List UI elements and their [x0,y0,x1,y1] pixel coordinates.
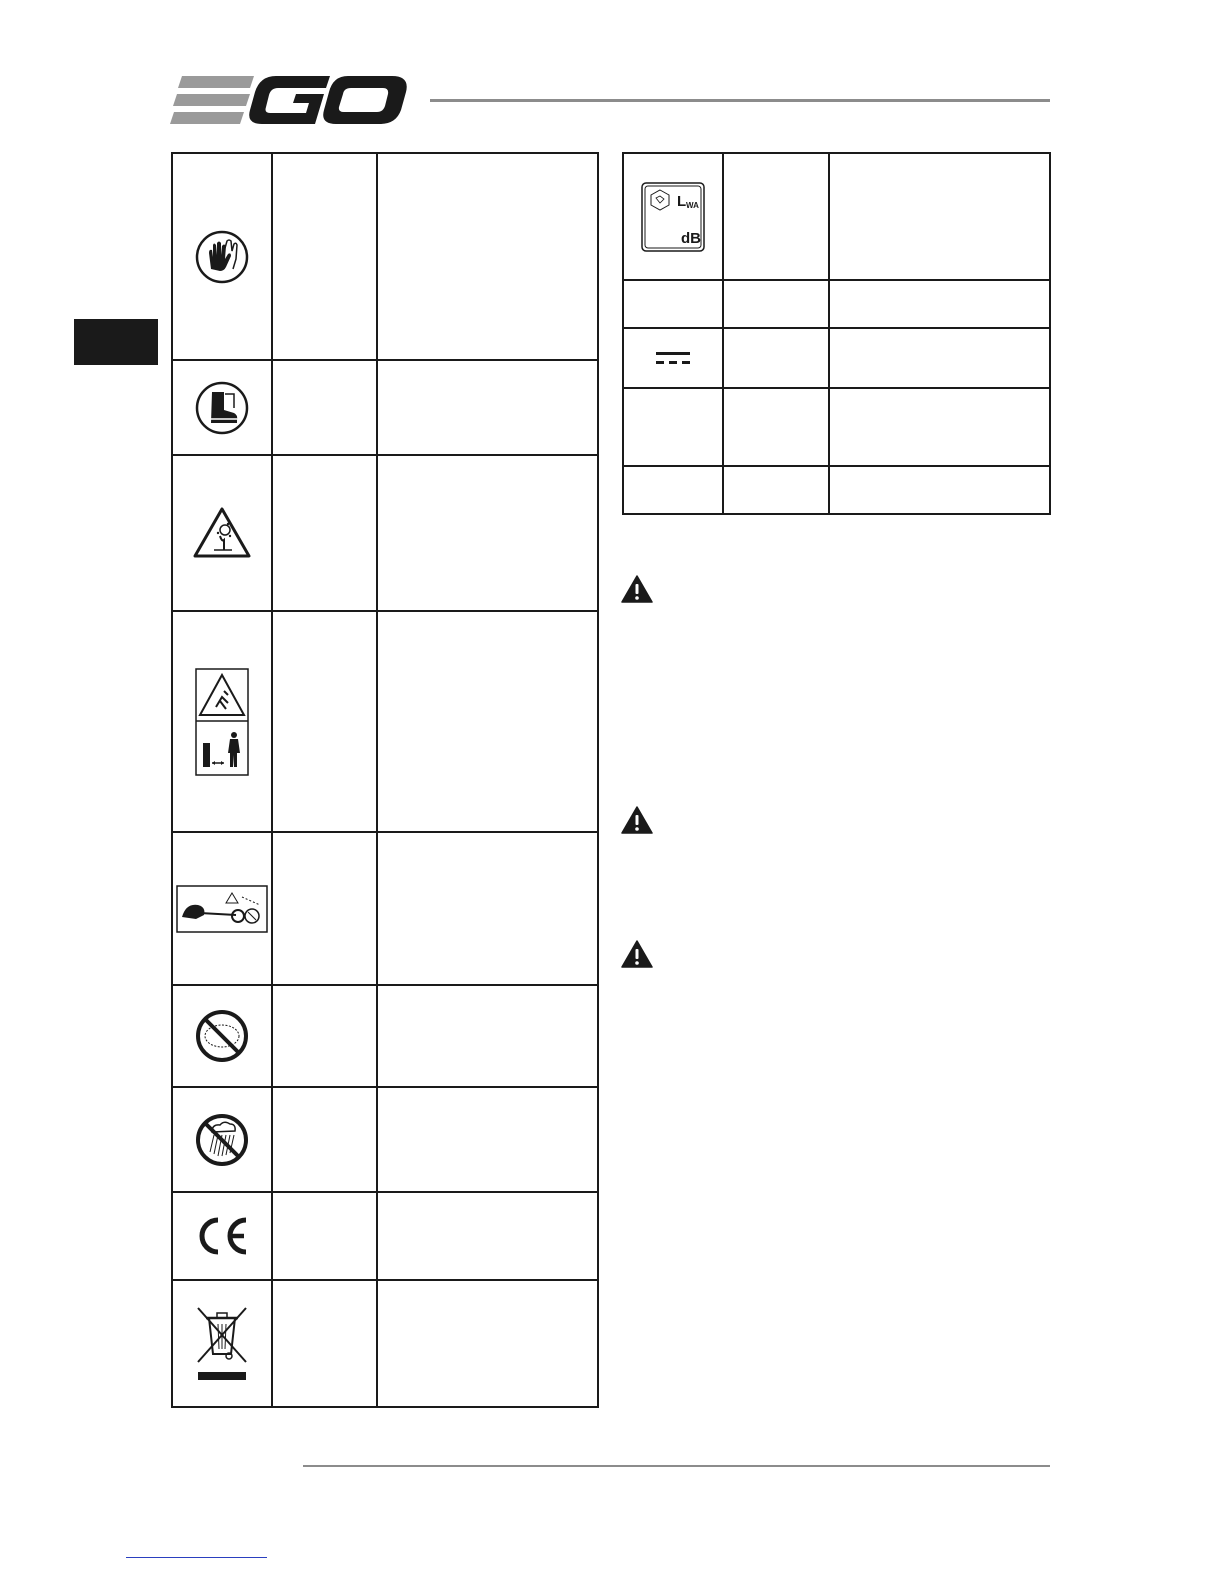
footer-link-underline [126,1557,267,1558]
svg-text:L: L [677,192,687,210]
table-row [623,466,1050,514]
svg-text:WA: WA [686,200,699,210]
sound-power-level-icon [640,181,706,253]
no-metal-blade-icon [194,1008,250,1064]
direct-current-icon [655,350,691,366]
table-row [172,832,598,985]
ce-mark-icon [194,1216,250,1256]
svg-text:dB: dB [681,229,701,247]
table-row [172,985,598,1087]
symbol-table-right [622,152,1051,515]
header-rule [430,99,1050,102]
table-row [172,360,598,455]
warning-triangle-icon [621,806,653,834]
no-rain-exposure-icon [194,1112,250,1168]
footer-rule [303,1465,1050,1467]
weee-crossed-bin-icon [194,1304,250,1384]
table-row [172,1192,598,1280]
trimmer-hazard-label-icon [176,885,268,933]
flying-objects-warning-icon [192,506,252,560]
warning-triangle-icon [621,940,653,968]
table-row [172,455,598,611]
ego-logo [170,72,408,128]
table-row [623,388,1050,466]
safety-gloves-icon [194,229,250,285]
table-row [172,153,598,360]
table-row [623,328,1050,388]
safety-boots-icon [194,380,250,436]
symbol-table-left [171,152,599,1408]
bystander-distance-warning-icon [194,667,250,777]
table-row [623,153,1050,280]
table-row [623,280,1050,328]
side-tab-marker [74,319,158,365]
warning-triangle-icon [621,575,653,603]
table-row [172,1280,598,1407]
table-row [172,611,598,832]
table-row [172,1087,598,1192]
